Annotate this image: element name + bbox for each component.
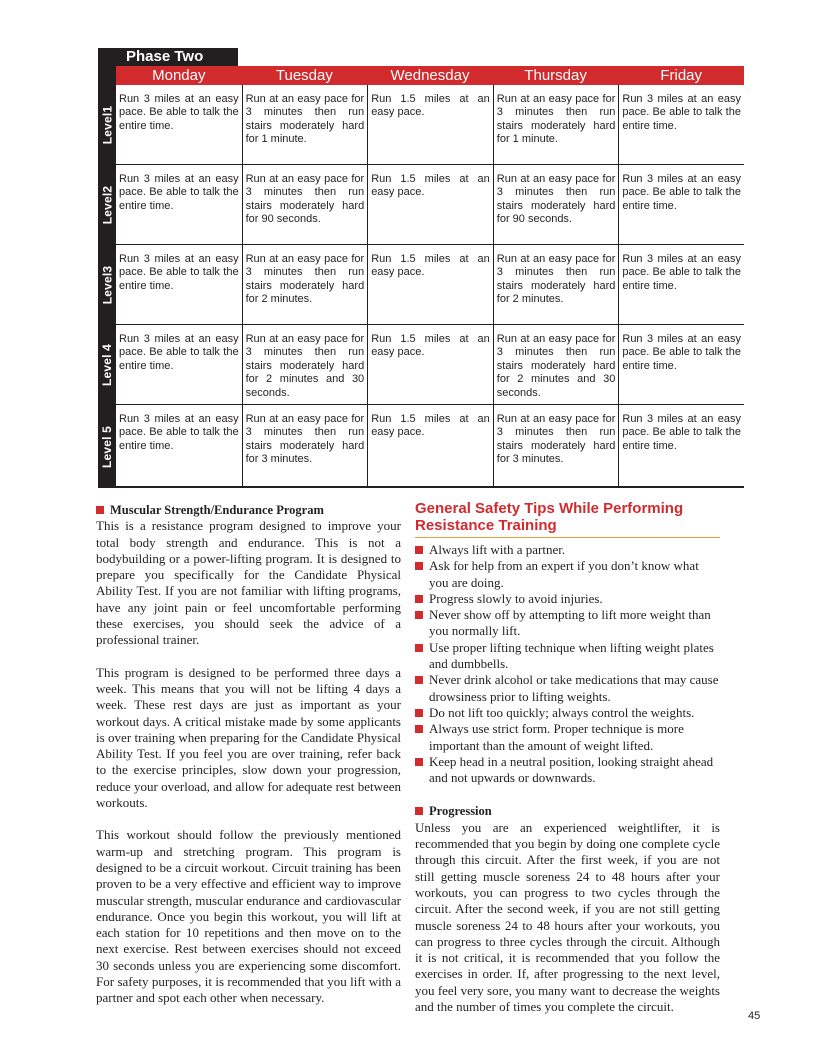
square-bullet-icon: [415, 709, 423, 717]
square-bullet-icon: [415, 562, 423, 570]
list-item: Progress slowly to avoid injuries.: [415, 591, 720, 607]
list-item: Never show off by attempting to lift more weight than you normally lift.: [415, 607, 720, 640]
progression-heading: Progression: [429, 804, 492, 819]
muscular-program-heading: Muscular Strength/Endurance Program: [110, 503, 324, 517]
list-item: Ask for help from an expert if you don’t know what you are doing.: [415, 558, 720, 591]
table-row: [116, 325, 744, 405]
list-item: Use proper lifting technique when lifting weight plates and dumbbells.: [415, 640, 720, 673]
paragraph: This program is designed to be performed three days a week. This means that you will not be lifting 4 days a week. These rest days are just as important as your workout days. A critical mistake made by some applicants is over training when preparing for the Candidate Physical Ability Test. If you feel you are over training, refer back to the exercise principles, slow down your progression, reduce your overload, and allow for adequate rest between workouts.: [96, 664, 401, 811]
table-cell: Run 3 miles at an easy pace. Be able to talk the entire time.: [119, 253, 239, 292]
table-cell: Run 3 miles at an easy pace. Be able to talk the entire time.: [618, 165, 744, 244]
table-cell: Run 1.5 miles at an easy pace.: [367, 245, 493, 324]
level-label: Level3: [100, 265, 114, 305]
table-row: [116, 245, 744, 325]
list-item: Keep head in a neutral position, looking straight ahead and not upwards or downwards.: [415, 754, 720, 787]
table-cell: Run at an easy pace for 3 minutes then run stairs moderately hard for 1 minute.: [493, 85, 619, 164]
paragraph: Unless you are an experienced weightlifter, it is recommended that you begin by doing one complete cycle through this circuit. After the first week, if you are not still getting muscle soreness 24 to 48 hours after your workouts, you can progress to two cycles through the circuit. After the second week, if you are not still getting muscle soreness 24 to 48 hours after your workouts, you can progress to three cycles through the circuit. Although it is not critical, it is recommended that you follow the exercises in order. If, after progressing to the next level, you feel very sore, you many want to decrease the weights and the number of times you complete the circuit.: [415, 819, 720, 1015]
level-sidebar: [98, 48, 116, 488]
list-item: Never drink alcohol or take medications that may cause drowsiness prior to lifting weights.: [415, 672, 720, 705]
table-cell: Run at an easy pace for 3 minutes then run stairs moderately hard for 2 minutes and 30 seconds.: [242, 325, 368, 404]
table-cell: Run at an easy pace for 3 minutes then run stairs moderately hard for 3 minutes.: [493, 405, 619, 486]
table-cell: Run 3 miles at an easy pace. Be able to talk the entire time.: [618, 405, 744, 486]
table-cell: Run at an easy pace for 3 minutes then run stairs moderately hard for 90 seconds.: [242, 165, 368, 244]
left-column: [96, 502, 401, 1007]
square-bullet-icon: [415, 676, 423, 684]
list-item: Always lift with a partner.: [415, 542, 720, 558]
table-row: [116, 405, 744, 488]
right-column: [415, 501, 720, 1015]
square-bullet-icon: [415, 546, 423, 554]
square-bullet-icon: [415, 644, 423, 652]
table-cell: Run at an easy pace for 3 minutes then run stairs moderately hard for 3 minutes.: [242, 405, 368, 486]
table-cell: Run 3 miles at an easy pace. Be able to talk the entire time.: [119, 93, 239, 132]
table-cell: Run 3 miles at an easy pace. Be able to talk the entire time.: [119, 413, 239, 452]
table-row: [116, 85, 744, 165]
section-heading: [415, 803, 720, 819]
table-cell: Run at an easy pace for 3 minutes then run stairs moderately hard for 2 minutes.: [242, 245, 368, 324]
table-cell: Run 1.5 miles at an easy pace.: [367, 85, 493, 164]
table-cell: Run 3 miles at an easy pace. Be able to talk the entire time.: [119, 173, 239, 212]
square-bullet-icon: [415, 611, 423, 619]
safety-tips-heading: General Safety Tips While Performing Resistance Training: [415, 501, 720, 538]
table-cell: Run 1.5 miles at an easy pace.: [367, 165, 493, 244]
day-header: Friday: [660, 67, 703, 84]
table-cell: Run 1.5 miles at an easy pace.: [367, 405, 493, 486]
level-label: Level2: [100, 185, 114, 225]
paragraph: This workout should follow the previously mentioned warm-up and stretching program. This program is designed to be a circuit workout. Circuit training has been proven to be a very effective and efficient way to improve muscular strength, muscular endurance and cardiovascular endurance. Once you begin this workout, you will lift at each station for 10 repetitions and then move on to the next exercise. Rest between exercises should not exceed 30 seconds unless you are experiencing some discomfort. For safety purposes, it is recommended that you lift with a partner and spot each other when necessary.: [96, 827, 401, 1006]
day-header-bar: [116, 66, 744, 85]
table-cell: Run 3 miles at an easy pace. Be able to talk the entire time.: [119, 333, 239, 372]
day-header: Tuesday: [275, 67, 333, 84]
day-header: Wednesday: [390, 67, 470, 84]
page-number: 45: [748, 1010, 761, 1022]
table-cell: Run at an easy pace for 3 minutes then run stairs moderately hard for 90 seconds.: [493, 165, 619, 244]
square-bullet-icon: [415, 758, 423, 766]
square-bullet-icon: [96, 506, 104, 514]
section-heading: [96, 502, 401, 518]
square-bullet-icon: [415, 807, 423, 815]
level-label: Level 4: [100, 343, 114, 387]
table-cell: Run at an easy pace for 3 minutes then run stairs moderately hard for 1 minute.: [242, 85, 368, 164]
table-cell: Run at an easy pace for 3 minutes then run stairs moderately hard for 2 minutes.: [493, 245, 619, 324]
table-cell: Run 3 miles at an easy pace. Be able to talk the entire time.: [618, 85, 744, 164]
list-item: Always use strict form. Proper technique is more important than the amount of weight lifted.: [415, 721, 720, 754]
square-bullet-icon: [415, 595, 423, 603]
paragraph: This is a resistance program designed to improve your total body strength and endurance. This is not a bodybuilding or a power-lifting program. It is designed to prepare you specifically for the Candidate Physical Ability Test. If you are not familiar with lifting programs, have any joint pain or feel uncomfortable performing these exercises, you should seek the advice of a professional trainer.: [96, 518, 401, 648]
day-header: Monday: [152, 67, 206, 84]
level-label: Level 5: [100, 425, 114, 468]
table-cell: Run 3 miles at an easy pace. Be able to talk the entire time.: [618, 325, 744, 404]
table-row: [116, 165, 744, 245]
table-cell: Run 1.5 miles at an easy pace.: [367, 325, 493, 404]
phase-title: Phase Two: [116, 48, 238, 66]
table-cell: Run 3 miles at an easy pace. Be able to talk the entire time.: [618, 245, 744, 324]
square-bullet-icon: [415, 725, 423, 733]
table-cell: Run at an easy pace for 3 minutes then run stairs moderately hard for 2 minutes and 30 seconds.: [493, 325, 619, 404]
list-item: Do not lift too quickly; always control the weights.: [415, 705, 720, 721]
day-header: Thursday: [524, 67, 587, 84]
level-label: Level1: [100, 105, 114, 145]
